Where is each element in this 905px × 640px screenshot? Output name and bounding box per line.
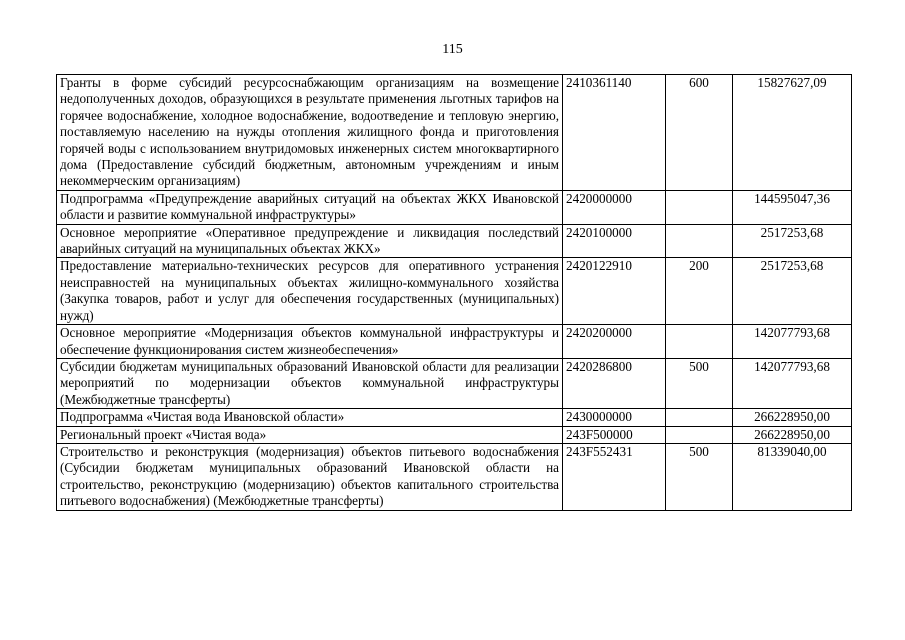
expense-type-cell: [666, 325, 733, 359]
budget-table-body: [57, 75, 852, 511]
amount-cell: 2517253,68: [733, 258, 852, 325]
table-row: [57, 258, 852, 325]
expense-type-cell: [666, 426, 733, 443]
expense-type-cell: 500: [666, 443, 733, 510]
amount-cell: 144595047,36: [733, 190, 852, 224]
item-name-cell: Гранты в форме субсидий ресурсоснабжающим организациям на возмещение недополученных доходов, образующихся в результате применения льготных тарифов на горячее водоснабжение, холодное водоснабжение, водоотведение и тепловую энергию, поставляемую населению на нужды отопления жилищного фонда и приготовления горячей воды с использованием внутридомовых инженерных систем многоквартирного дома (Предоставление субсидий бюджетным, автономным учреждениям и иным некоммерческим организациям): [57, 75, 563, 191]
amount-cell: 81339040,00: [733, 443, 852, 510]
expense-type-cell: 500: [666, 358, 733, 408]
expense-type-cell: 200: [666, 258, 733, 325]
budget-table: [56, 74, 852, 511]
table-row: [57, 409, 852, 426]
target-code-cell: 2420122910: [563, 258, 666, 325]
table-row: [57, 325, 852, 359]
amount-cell: 2517253,68: [733, 224, 852, 258]
table-row: [57, 224, 852, 258]
table-row: [57, 443, 852, 510]
target-code-cell: 2420000000: [563, 190, 666, 224]
amount-cell: 266228950,00: [733, 426, 852, 443]
page-number: 115: [442, 42, 463, 57]
table-row: [57, 190, 852, 224]
item-name-cell: Предоставление материально-технических ресурсов для оперативного устранения неисправностей на муниципальных объектах жилищно-коммунального хозяйства (Закупка товаров, работ и услуг для обеспечения государственных (муниципальных) нужд): [57, 258, 563, 325]
amount-cell: 142077793,68: [733, 358, 852, 408]
expense-type-cell: [666, 224, 733, 258]
target-code-cell: 2430000000: [563, 409, 666, 426]
expense-type-cell: [666, 409, 733, 426]
item-name-cell: Подпрограмма «Предупреждение аварийных ситуаций на объектах ЖКХ Ивановской области и развитие коммунальной инфраструктуры»: [57, 190, 563, 224]
item-name-cell: Основное мероприятие «Оперативное предупреждение и ликвидация последствий аварийных ситуаций на муниципальных объектах ЖКХ»: [57, 224, 563, 258]
target-code-cell: 2420200000: [563, 325, 666, 359]
amount-cell: 142077793,68: [733, 325, 852, 359]
item-name-cell: Строительство и реконструкция (модернизация) объектов питьевого водоснабжения (Субсидии бюджетам муниципальных образований Ивановской области на строительство, реконструкцию (модернизацию) объектов капитального строительства питьевого водоснабжения) (Межбюджетные трансферты): [57, 443, 563, 510]
expense-type-cell: 600: [666, 75, 733, 191]
item-name-cell: Субсидии бюджетам муниципальных образований Ивановской области для реализации мероприятий по модернизации объектов коммунальной инфраструктуры (Межбюджетные трансферты): [57, 358, 563, 408]
target-code-cell: 2420100000: [563, 224, 666, 258]
item-name-cell: Региональный проект «Чистая вода»: [57, 426, 563, 443]
target-code-cell: 243F552431: [563, 443, 666, 510]
target-code-cell: 243F500000: [563, 426, 666, 443]
table-row: [57, 426, 852, 443]
item-name-cell: Подпрограмма «Чистая вода Ивановской области»: [57, 409, 563, 426]
table-row: [57, 75, 852, 191]
amount-cell: 266228950,00: [733, 409, 852, 426]
table-row: [57, 358, 852, 408]
item-name-cell: Основное мероприятие «Модернизация объектов коммунальной инфраструктуры и обеспечение функционирования систем жизнеобеспечения»: [57, 325, 563, 359]
target-code-cell: 2410361140: [563, 75, 666, 191]
amount-cell: 15827627,09: [733, 75, 852, 191]
expense-type-cell: [666, 190, 733, 224]
target-code-cell: 2420286800: [563, 358, 666, 408]
